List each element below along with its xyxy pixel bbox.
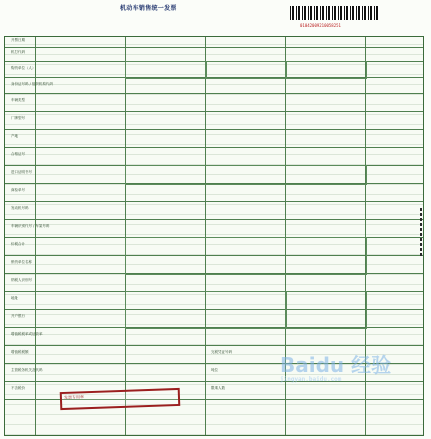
field-label: 车辆识别代号 / 车架号码 (11, 224, 50, 228)
row-line (5, 219, 423, 220)
security-mark (420, 218, 422, 221)
field-label: 吨位 (211, 368, 218, 372)
row-line (5, 129, 423, 130)
field-label: 机打代码 (11, 50, 25, 54)
field-label: 开户银行 (11, 314, 25, 318)
row-line (5, 147, 423, 148)
field-label: 地址 (11, 296, 18, 300)
security-strip (416, 206, 426, 296)
field-label: 增值税税率或征收率 (11, 332, 43, 336)
row-line (5, 47, 423, 48)
field-label: 合格证号 (11, 152, 25, 156)
field-label: 产地 (11, 134, 18, 138)
security-mark (420, 208, 422, 211)
form-box (125, 237, 367, 275)
security-mark (420, 228, 422, 231)
stamp-text: 发票专用章 (63, 394, 84, 400)
field-label: 销货单位名称 (11, 260, 32, 264)
barcode (290, 6, 380, 20)
watermark (280, 355, 410, 415)
security-mark (420, 213, 422, 216)
field-label: 购货单位（人） (11, 66, 36, 70)
field-label: 商检单号 (11, 188, 25, 192)
field-label: 开票日期 (11, 38, 25, 42)
security-mark (420, 243, 422, 246)
form-box (125, 165, 367, 185)
field-label: 进口证明书号 (11, 170, 32, 174)
security-mark (420, 248, 422, 251)
field-label: 价税合计 (11, 242, 25, 246)
field-label: 不含税价 (11, 386, 25, 390)
page-title: 机动车销售统一发票 (120, 5, 177, 12)
field-label: 厂牌型号 (11, 116, 25, 120)
field-label: 身份证号码 / 组织机构代码 (11, 82, 53, 86)
row-line (5, 111, 423, 112)
watermark-subtext: jingyan.baidu.com (280, 376, 342, 383)
field-label: 限乘人数 (211, 386, 225, 390)
field-label: 车辆类型 (11, 98, 25, 102)
form-box (285, 291, 367, 329)
form-box (125, 291, 287, 329)
field-label: 主管税务机关及代码 (11, 368, 43, 372)
column-line (35, 37, 36, 435)
row-line (5, 345, 423, 346)
row-line (5, 93, 423, 94)
field-label: 完税凭证号码 (211, 350, 232, 354)
column-line (205, 37, 206, 435)
field-label: 发动机号码 (11, 206, 29, 210)
security-mark (420, 253, 422, 256)
form-box (285, 61, 367, 79)
form-box (125, 61, 207, 79)
security-mark (420, 223, 422, 226)
field-label: 纳税人识别号 (11, 278, 32, 282)
serial-number: 01042009210058251 (300, 23, 341, 28)
column-line (125, 37, 126, 435)
watermark-text: Baidu 经验 (280, 353, 392, 377)
field-label: 增值税税额 (11, 350, 29, 354)
security-mark (420, 233, 422, 236)
security-mark (420, 238, 422, 241)
form-box (205, 61, 287, 79)
row-line (5, 201, 423, 202)
